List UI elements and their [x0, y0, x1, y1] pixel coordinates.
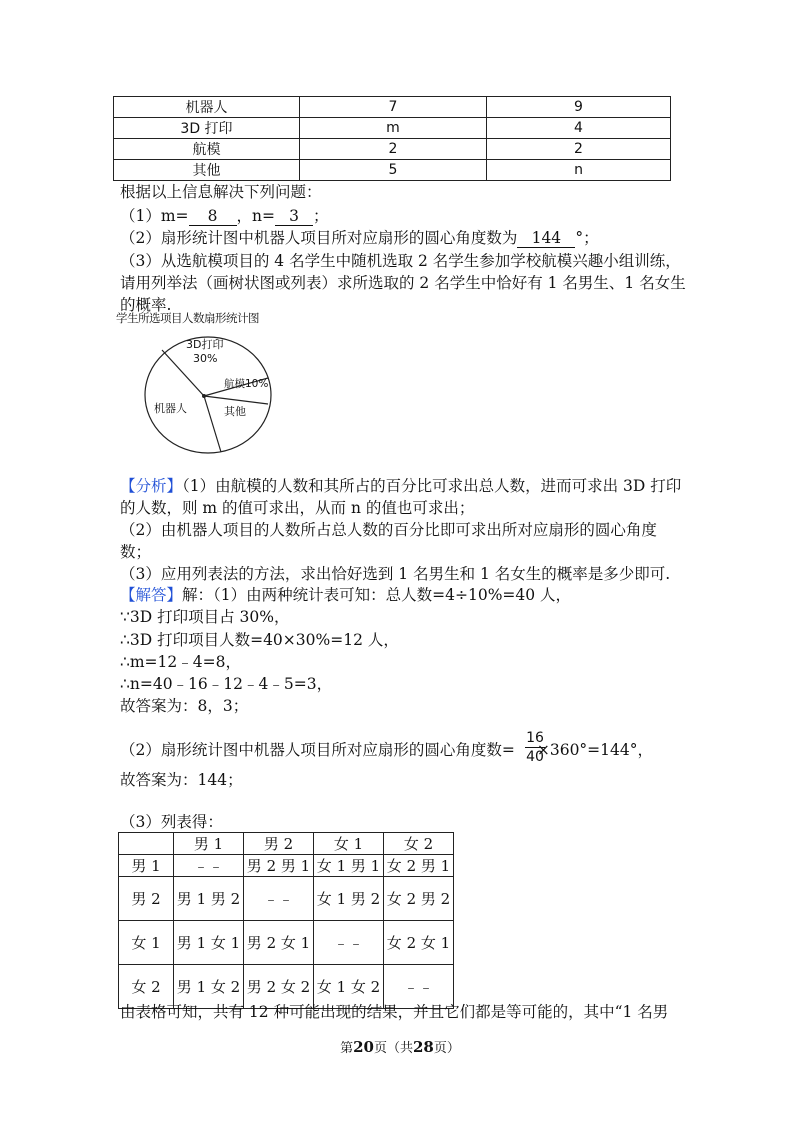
table-cell: 男 2: [119, 877, 174, 921]
table-cell: 男 1: [174, 833, 244, 855]
fraction-denominator: 40: [526, 749, 544, 765]
question-3-line: 请用列举法（画树状图或列表）求所选取的 2 名学生中恰好有 1 名男生、1 名女生: [120, 274, 686, 292]
table-cell: ﹣﹣: [244, 877, 314, 921]
footer-text: 页（共: [373, 1041, 413, 1056]
table-cell: 3D 打印: [114, 118, 300, 139]
analysis-tag: 【分析】: [120, 477, 183, 495]
solution-line: ∴3D 打印项目人数=40×30%=12 人，: [120, 631, 399, 649]
table-cell: 4: [487, 118, 671, 139]
table-cell: ﹣﹣: [384, 965, 454, 1009]
question-3-line: 的概率.: [120, 296, 172, 314]
solution-line: [120, 585, 571, 605]
table-cell: 航模: [114, 139, 300, 160]
label-3d-pct: 30%: [193, 352, 218, 365]
q1-mid: ，n=: [236, 207, 276, 225]
table-cell: 男 2 女 2: [244, 965, 314, 1009]
label-3d-name: 3D打印: [186, 338, 224, 351]
solution-line: ∴m=12﹣4=8，: [120, 653, 241, 671]
table-cell: [119, 833, 174, 855]
fraction-bar: [525, 747, 545, 748]
solution-line: （3）列表得：: [120, 813, 223, 831]
question-3-line: （3）从选航模项目的 4 名学生中随机选取 2 名学生参加学校航模兴趣小组训练，: [120, 252, 681, 270]
table-cell: ﹣﹣: [314, 921, 384, 965]
table-cell: 男 1 女 2: [174, 965, 244, 1009]
table-cell: 男 2 男 1: [244, 855, 314, 877]
table-cell: 女 1 男 2: [314, 877, 384, 921]
angle-answer: 144: [517, 230, 575, 248]
outcome-table: [118, 832, 454, 1009]
footer-text: 页）: [433, 1041, 460, 1056]
table-row: [119, 877, 454, 921]
page-number: 20: [353, 1038, 374, 1056]
q2-solution-suffix: ×360°=144°，: [536, 741, 654, 759]
table-cell: m: [300, 118, 487, 139]
q2-prefix: （2）扇形统计图中机器人项目所对应扇形的圆心角度数为: [120, 229, 518, 247]
table-row: [119, 921, 454, 965]
label-model: 航模10%: [224, 378, 269, 390]
table-cell: 女 2 男 2: [384, 877, 454, 921]
q2-solution-prefix: （2）扇形统计图中机器人项目所对应扇形的圆心角度数=: [120, 741, 515, 759]
pie-chart: [120, 322, 300, 462]
footer-text: 第: [340, 1041, 354, 1056]
q1-suffix: ；: [313, 207, 329, 225]
table-row: [114, 118, 671, 139]
table-cell: 女 2 女 1: [384, 921, 454, 965]
solution-line: ∴n=40﹣16﹣12﹣4﹣5=3，: [120, 675, 333, 693]
fraction-numerator: 16: [526, 730, 544, 746]
analysis-text: （1）由航模的人数和其所占的百分比可求出总人数，进而可求出 3D 打印: [182, 477, 682, 495]
solution-line: 由表格可知，共有 12 种可能出现的结果，并且它们都是等可能的，其中“1 名男: [120, 1003, 669, 1021]
table-cell: 机器人: [114, 97, 300, 118]
q2-suffix: °；: [575, 229, 599, 247]
table-cell: 男 2: [244, 833, 314, 855]
analysis-line: 数；: [120, 543, 152, 561]
table-row: [114, 160, 671, 181]
table-row: [114, 139, 671, 160]
slice-boundary-model-other: [204, 396, 268, 404]
table-cell: 男 1: [119, 855, 174, 877]
solution-line: ∵3D 打印项目占 30%，: [120, 608, 290, 626]
solution-text: 解：（1）由两种统计表可知：总人数=4÷10%=40 人，: [182, 586, 572, 604]
solution-line: 故答案为：144；: [120, 771, 243, 789]
question-intro: 根据以上信息解决下列问题：: [120, 183, 322, 201]
pie-center: [202, 394, 206, 398]
table-cell: 女 2: [119, 965, 174, 1009]
table-cell: n: [487, 160, 671, 181]
label-robot: 机器人: [154, 402, 187, 415]
table-cell: 男 1 女 1: [174, 921, 244, 965]
table-cell: 女 1: [119, 921, 174, 965]
m-answer: 8: [189, 208, 237, 226]
table-cell: 女 1 女 2: [314, 965, 384, 1009]
table-row: [119, 833, 454, 855]
slice-boundary-other-robot: [204, 396, 221, 452]
analysis-line: （2）由机器人项目的人数所占总人数的百分比即可求出所对应扇形的圆心角度: [120, 521, 657, 539]
table-cell: 女 1: [314, 833, 384, 855]
n-answer: 3: [275, 208, 313, 226]
table-cell: 2: [487, 139, 671, 160]
table-cell: 女 1 男 1: [314, 855, 384, 877]
label-other: 其他: [224, 405, 246, 418]
table-cell: 男 1 男 2: [174, 877, 244, 921]
page-footer: [0, 1037, 800, 1056]
analysis-line: 的人数，则 m 的值可求出，从而 n 的值也可求出；: [120, 499, 475, 517]
table-cell: 女 2: [384, 833, 454, 855]
table-row: [114, 97, 671, 118]
table-cell: 其他: [114, 160, 300, 181]
table-row: [119, 855, 454, 877]
table-cell: 9: [487, 97, 671, 118]
question-2: [120, 228, 599, 248]
solution-line: 故答案为：8，3；: [120, 697, 249, 715]
fraction: [525, 730, 545, 765]
chart-title: 学生所选项目人数扇形统计图: [116, 311, 259, 325]
solution-q2-line: [120, 740, 653, 760]
table-cell: 男 2 女 1: [244, 921, 314, 965]
table-cell: ﹣﹣: [174, 855, 244, 877]
analysis-line: （3）应用列表法的方法，求出恰好选到 1 名男生和 1 名女生的概率是多少即可.: [120, 565, 671, 583]
table-cell: 女 2 男 1: [384, 855, 454, 877]
table-cell: 7: [300, 97, 487, 118]
page-total: 28: [413, 1038, 434, 1056]
data-table: [113, 96, 671, 181]
question-1: [120, 206, 329, 226]
solution-tag: 【解答】: [120, 586, 183, 604]
q1-prefix: （1）m=: [120, 207, 189, 225]
table-cell: 5: [300, 160, 487, 181]
table-cell: 2: [300, 139, 487, 160]
analysis-line: [120, 476, 681, 496]
